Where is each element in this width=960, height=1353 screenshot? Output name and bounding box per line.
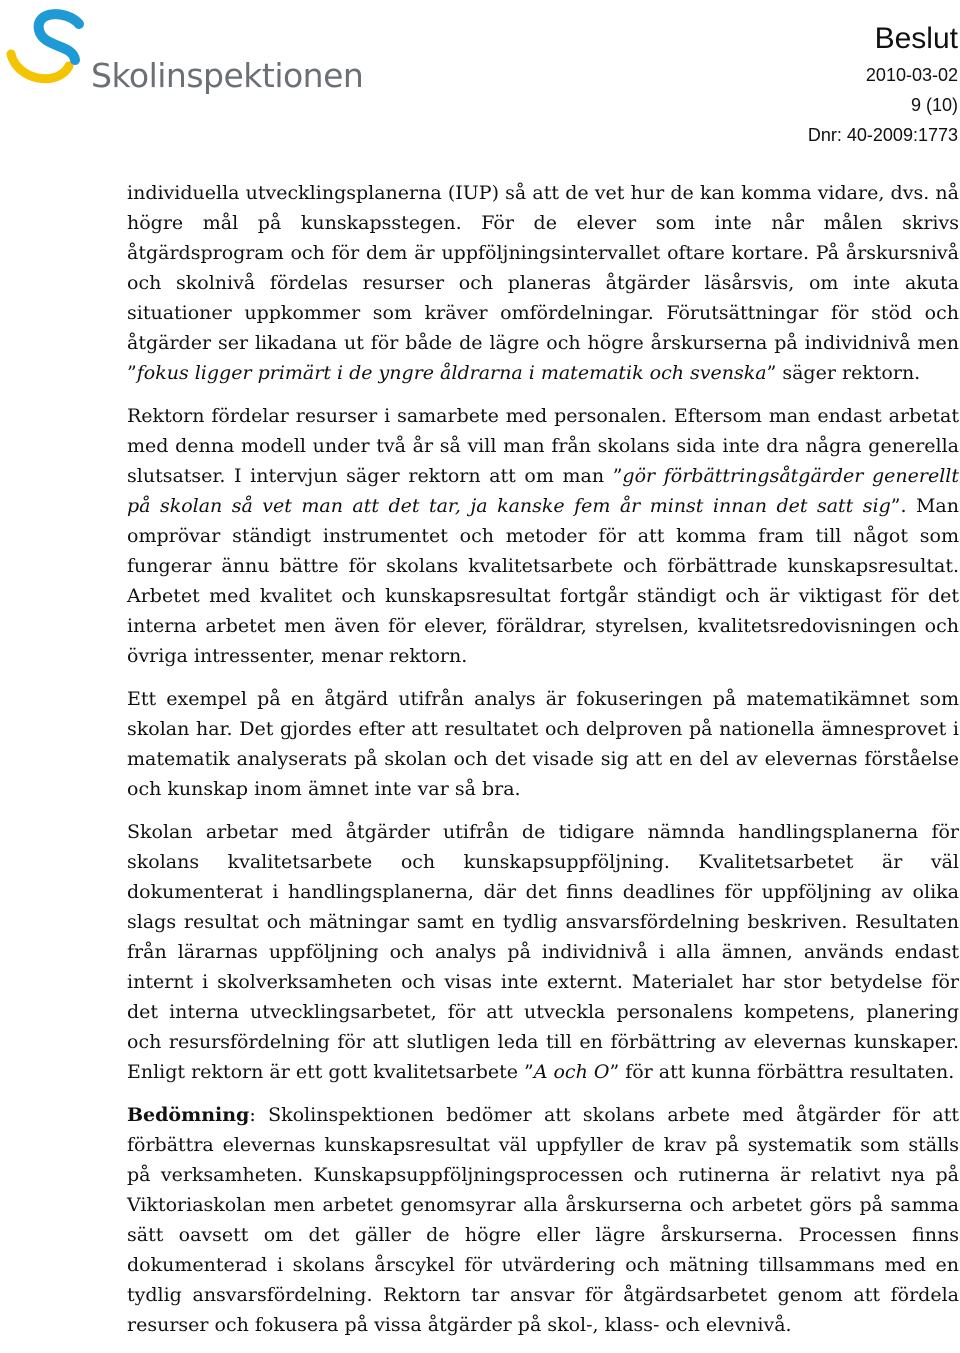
text-run: : Skolinspektionen bedömer att skolans arbete med åtgärder för att förbättra elevernas kunskapsresultat väl uppfyller de krav på systematik som ställs på verksamheten. Kunskapsuppföljningsprocessen och rutinerna är relativt nya på Viktoriaskolan men arbetet genomsyrar alla årskurserna och arbetet görs på samma sätt oavsett om det gäller de högre eller lägre årskurserna. Processen finns dokumenterad i skolans årscykel för utvärdering och mätning tillsammans med en tydlig ansvarsfördelning. Rektorn tar ansvar för åtgärdsarbetet genom att fördela resurser och fokusera på vissa åtgärder på skol-, klass- och elevnivå. <box>127 1104 959 1336</box>
quote-text: gör förbättringsåtgärder generellt på skolan så vet man att det tar, ja kanske fem år minst innan det satt sig <box>127 465 959 517</box>
document-type: Beslut <box>874 22 958 55</box>
paragraph-1 <box>127 178 959 388</box>
text-run: Skolan arbetar med åtgärder utifrån de tidigare nämnda handlingsplanerna för skolans kvalitetsarbete och kunskapsuppföljning. Kvalitetsarbetet är väl dokumenterat i handlingsplanerna, där det finns deadlines för uppföljning av olika slags resultat och mätningar samt en tydlig ansvarsfördelning beskriven. Resultaten från lärarnas uppföljning och analys på individnivå i alla ämnen, används endast internt i skolverksamheten och visas inte externt. Materialet har stor betydelse för det interna utvecklingsarbetet, för att utveckla personalens kompetens, planering och resursfördelning för att slutligen leda till en förbättring av elevernas kunskaper. Enligt rektorn är ett gott kvalitetsarbete ” <box>127 821 959 1083</box>
document-body <box>127 178 959 1353</box>
paragraph-assessment <box>127 1100 959 1340</box>
quote-text: A och O <box>533 1061 610 1083</box>
paragraph-4 <box>127 817 959 1087</box>
document-header <box>808 18 958 150</box>
skolinspektionen-logo <box>5 8 364 95</box>
text-run: ”. Man omprövar ständigt instrumentet och metoder för att komma fram till något som fungerar ännu bättre för skolans kvalitetsarbete och förbättrade kunskapsresultat. Arbetet med kvalitet och kunskapsresultat fortgår ständigt och är viktigast för det interna arbetet men även för elever, föräldrar, styrelsen, kvalitetsredovisningen och övriga intressenter, menar rektorn. <box>127 495 959 667</box>
text-run: ” för att kunna förbättra resultaten. <box>609 1061 955 1083</box>
text-run: Rektorn fördelar resurser i samarbete med personalen. Eftersom man endast arbetat med denna modell under två år så vill man från skolans sida inte dra några generella slutsatser. I intervjun säger rektorn att om man ” <box>127 405 959 487</box>
text-run: ” säger rektorn. <box>766 362 921 384</box>
document-date: 2010-03-02 <box>865 65 958 85</box>
quote-text: fokus ligger primärt i de yngre åldrarna i matematik och svenska <box>136 362 767 384</box>
logo-wordmark: Skolinspektionen <box>91 56 364 95</box>
document-dnr: Dnr: 40-2009:1773 <box>807 125 958 145</box>
logo-mark-icon <box>5 8 95 88</box>
paragraph-3 <box>127 684 959 804</box>
text-run: Ett exempel på en åtgärd utifrån analys är fokuseringen på matematikämnet som skolan har. Det gjordes efter att resultatet och delproven på nationella ämnesprovet i matematik analyserats på skolan och det visade sig att en del av elevernas förståelse och kunskap inom ämnet inte var så bra. <box>127 688 959 800</box>
paragraph-2 <box>127 401 959 671</box>
bold-label: Bedömning <box>127 1104 250 1126</box>
text-run: individuella utvecklingsplanerna (IUP) så att de vet hur de kan komma vidare, dvs. nå högre mål på kunskapsstegen. För de elever som inte når målen skrivs åtgärdsprogram och för dem är uppföljningsintervallet oftare kortare. På årskursnivå och skolnivå fördelas resurser och planeras åtgärder läsårsvis, om inte akuta situationer uppkommer som kräver omfördelningar. Förutsättningar för stöd och åtgärder ser likadana ut för både de lägre och högre årskurserna på individnivå men ” <box>127 182 959 384</box>
page-number: 9 (10) <box>910 95 958 115</box>
